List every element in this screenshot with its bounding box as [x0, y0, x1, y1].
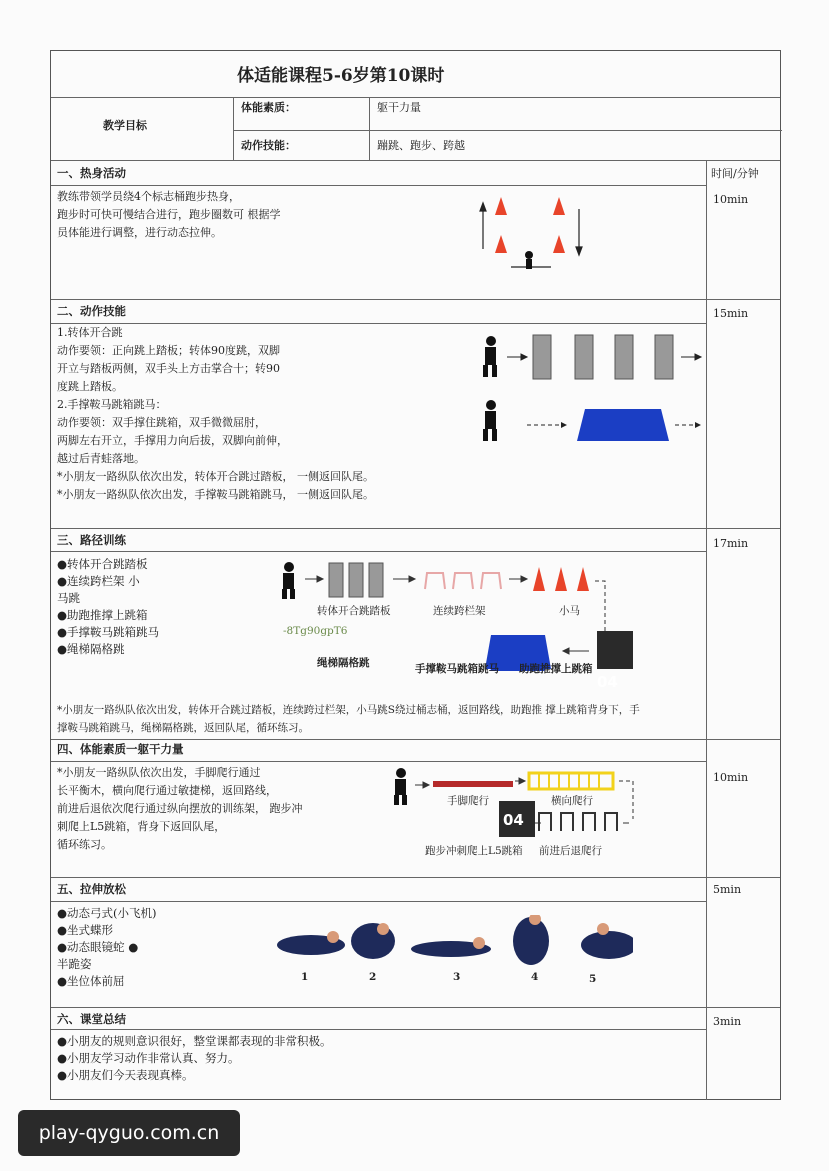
summary-time: 3min [713, 1015, 742, 1028]
runner-icon [282, 562, 295, 599]
core-title: 四、体能素质一躯干力量 [57, 742, 184, 756]
core-text: *小朋友一路纵队依次出发，手脚爬行通过 长平衡木，横向爬行通过敏捷梯，返回路线， 前进后退依次爬行通过纵向摆放的训练架， 跑步冲 刺爬上L5跳箱，背身下返回队尾， 循环练习。 [57, 766, 303, 851]
page-title: 体适能课程5-6岁第10课时 [237, 66, 445, 86]
skills-title: 二、动作技能 [57, 304, 126, 318]
time-column-label: 时间/分钟 [711, 167, 759, 180]
fitness-label: 体能素质： [241, 101, 296, 114]
objective-label: 教学目标 [103, 119, 147, 132]
summary-title: 六、课堂总结 [57, 1012, 126, 1026]
agility-ladder [529, 773, 613, 789]
label-crawl: 横向爬行 [551, 795, 593, 807]
core-box-number: 04 [503, 811, 524, 829]
circuit-note: *小朋友一路纵队依次出发，转体开合跳过踏板，连续跨过栏架，小马跳S绕过桶志桶，返回路线，助跑推 撑上跳箱背身下，手 撑鞍马跳箱跳马，绳梯隔格跳，返回队尾，循环练习。 [57, 704, 640, 734]
training-arch [539, 813, 617, 831]
stretch-list: ●动态弓式(小飞机) ●坐式蝶形 ●动态眼镜蛇 ● 半跪姿 ●坐位体前屈 [57, 906, 157, 988]
pose-number-4: 4 [531, 971, 539, 983]
step-board [655, 335, 673, 379]
label-hurdle: 连续跨栏架 [433, 605, 486, 617]
cone-icon [553, 197, 565, 215]
warmup-text: 教练带领学员绕4个标志桶跑步热身， 跑步时可快可慢结合进行，跑步圈数可 根据学 员体能进行调整，进行动态拉伸。 [57, 190, 281, 239]
box-number: 04 [597, 673, 618, 691]
step-board [533, 335, 551, 379]
cone-icon [553, 235, 565, 253]
runner-icon [483, 336, 497, 377]
pose-number-3: 3 [453, 971, 461, 983]
pose-icon [581, 931, 633, 959]
cone-icon [533, 567, 545, 591]
fitness-value: 躯干力量 [377, 101, 421, 114]
runner-icon [483, 400, 497, 441]
label-vault: 手撑鞍马跳箱跳马 [415, 663, 499, 675]
circuit-time: 17min [713, 537, 749, 550]
label-beam: 手脚爬行 [447, 795, 489, 807]
label-cones: 小马 [559, 605, 580, 617]
cone-icon [495, 197, 507, 215]
label-ladder: 绳梯隔格跳 [317, 657, 370, 669]
circuit-title: 三、路径训练 [57, 533, 126, 547]
pose-number-5: 5 [589, 973, 597, 985]
core-time: 10min [713, 771, 749, 784]
label-code: -8Tg90gpT6 [283, 625, 348, 637]
pose-icon [513, 917, 549, 965]
circuit-list: ●转体开合跳踏板 ●连续跨栏架 小 马跳 ●助跑推撑上跳箱 ●手撑鞍马跳箱跳马 ●绳梯隔格跳 [57, 557, 160, 656]
skills-time: 15min [713, 307, 749, 320]
vault-mat [577, 409, 669, 441]
label-arch: 前进后退爬行 [539, 845, 602, 857]
warmup-time: 10min [713, 193, 749, 206]
runner-icon [525, 251, 533, 269]
lesson-plan-table [50, 50, 781, 1100]
warmup-diagram [471, 189, 591, 279]
skills-text: 1.转体开合跳 动作要领：正向跳上踏板；转体90度跳，双脚 开立与踏板两侧，双手头上方击掌合十；转90 度跳上踏板。 2.手撑鞍马跳箱跳马： 动作要领：双手撑住跳箱，双手微微屈肘， 两脚左右开立，手撑用力向后拔，双脚向前伸， 越过后青蛙落地。 *小朋友一路纵队依次出发，转体开合跳过踏板， 一侧返回队尾。 *小朋友一路纵队依次出发，手撑鞍马跳箱跳马， 一侧返回队尾。 [57, 326, 374, 501]
vault-box [597, 631, 633, 669]
pose-number-2: 2 [369, 971, 377, 983]
pose-number-1: 1 [301, 971, 309, 983]
cone-icon [555, 567, 567, 591]
step-board [575, 335, 593, 379]
balance-beam [433, 781, 513, 787]
stretch-title: 五、拉伸放松 [57, 882, 126, 896]
step-board [615, 335, 633, 379]
skill-label: 动作技能： [241, 139, 296, 152]
runner-icon [394, 768, 407, 805]
label-box: 助跑推撑上跳箱 [519, 663, 593, 675]
skill-value: 蹦跳、跑步、跨越 [377, 139, 465, 152]
stretch-time: 5min [713, 883, 742, 896]
core-diagram [389, 765, 649, 855]
label-board: 转体开合跳踏板 [317, 605, 391, 617]
cone-icon [577, 567, 589, 591]
summary-list: ●小朋友的规则意识很好，整堂课都表现的非常积极。 ●小朋友学习动作非常认真、努力。 ●小朋友们今天表现真棒。 [57, 1034, 332, 1082]
label-sprint-box: 跑步冲刺爬上L5跳箱 [425, 845, 523, 857]
warmup-title: 一、热身活动 [57, 166, 126, 180]
skills-diagram [475, 329, 705, 449]
watermark-label: play-qyguo.com.cn [18, 1110, 240, 1156]
cone-icon [495, 235, 507, 253]
